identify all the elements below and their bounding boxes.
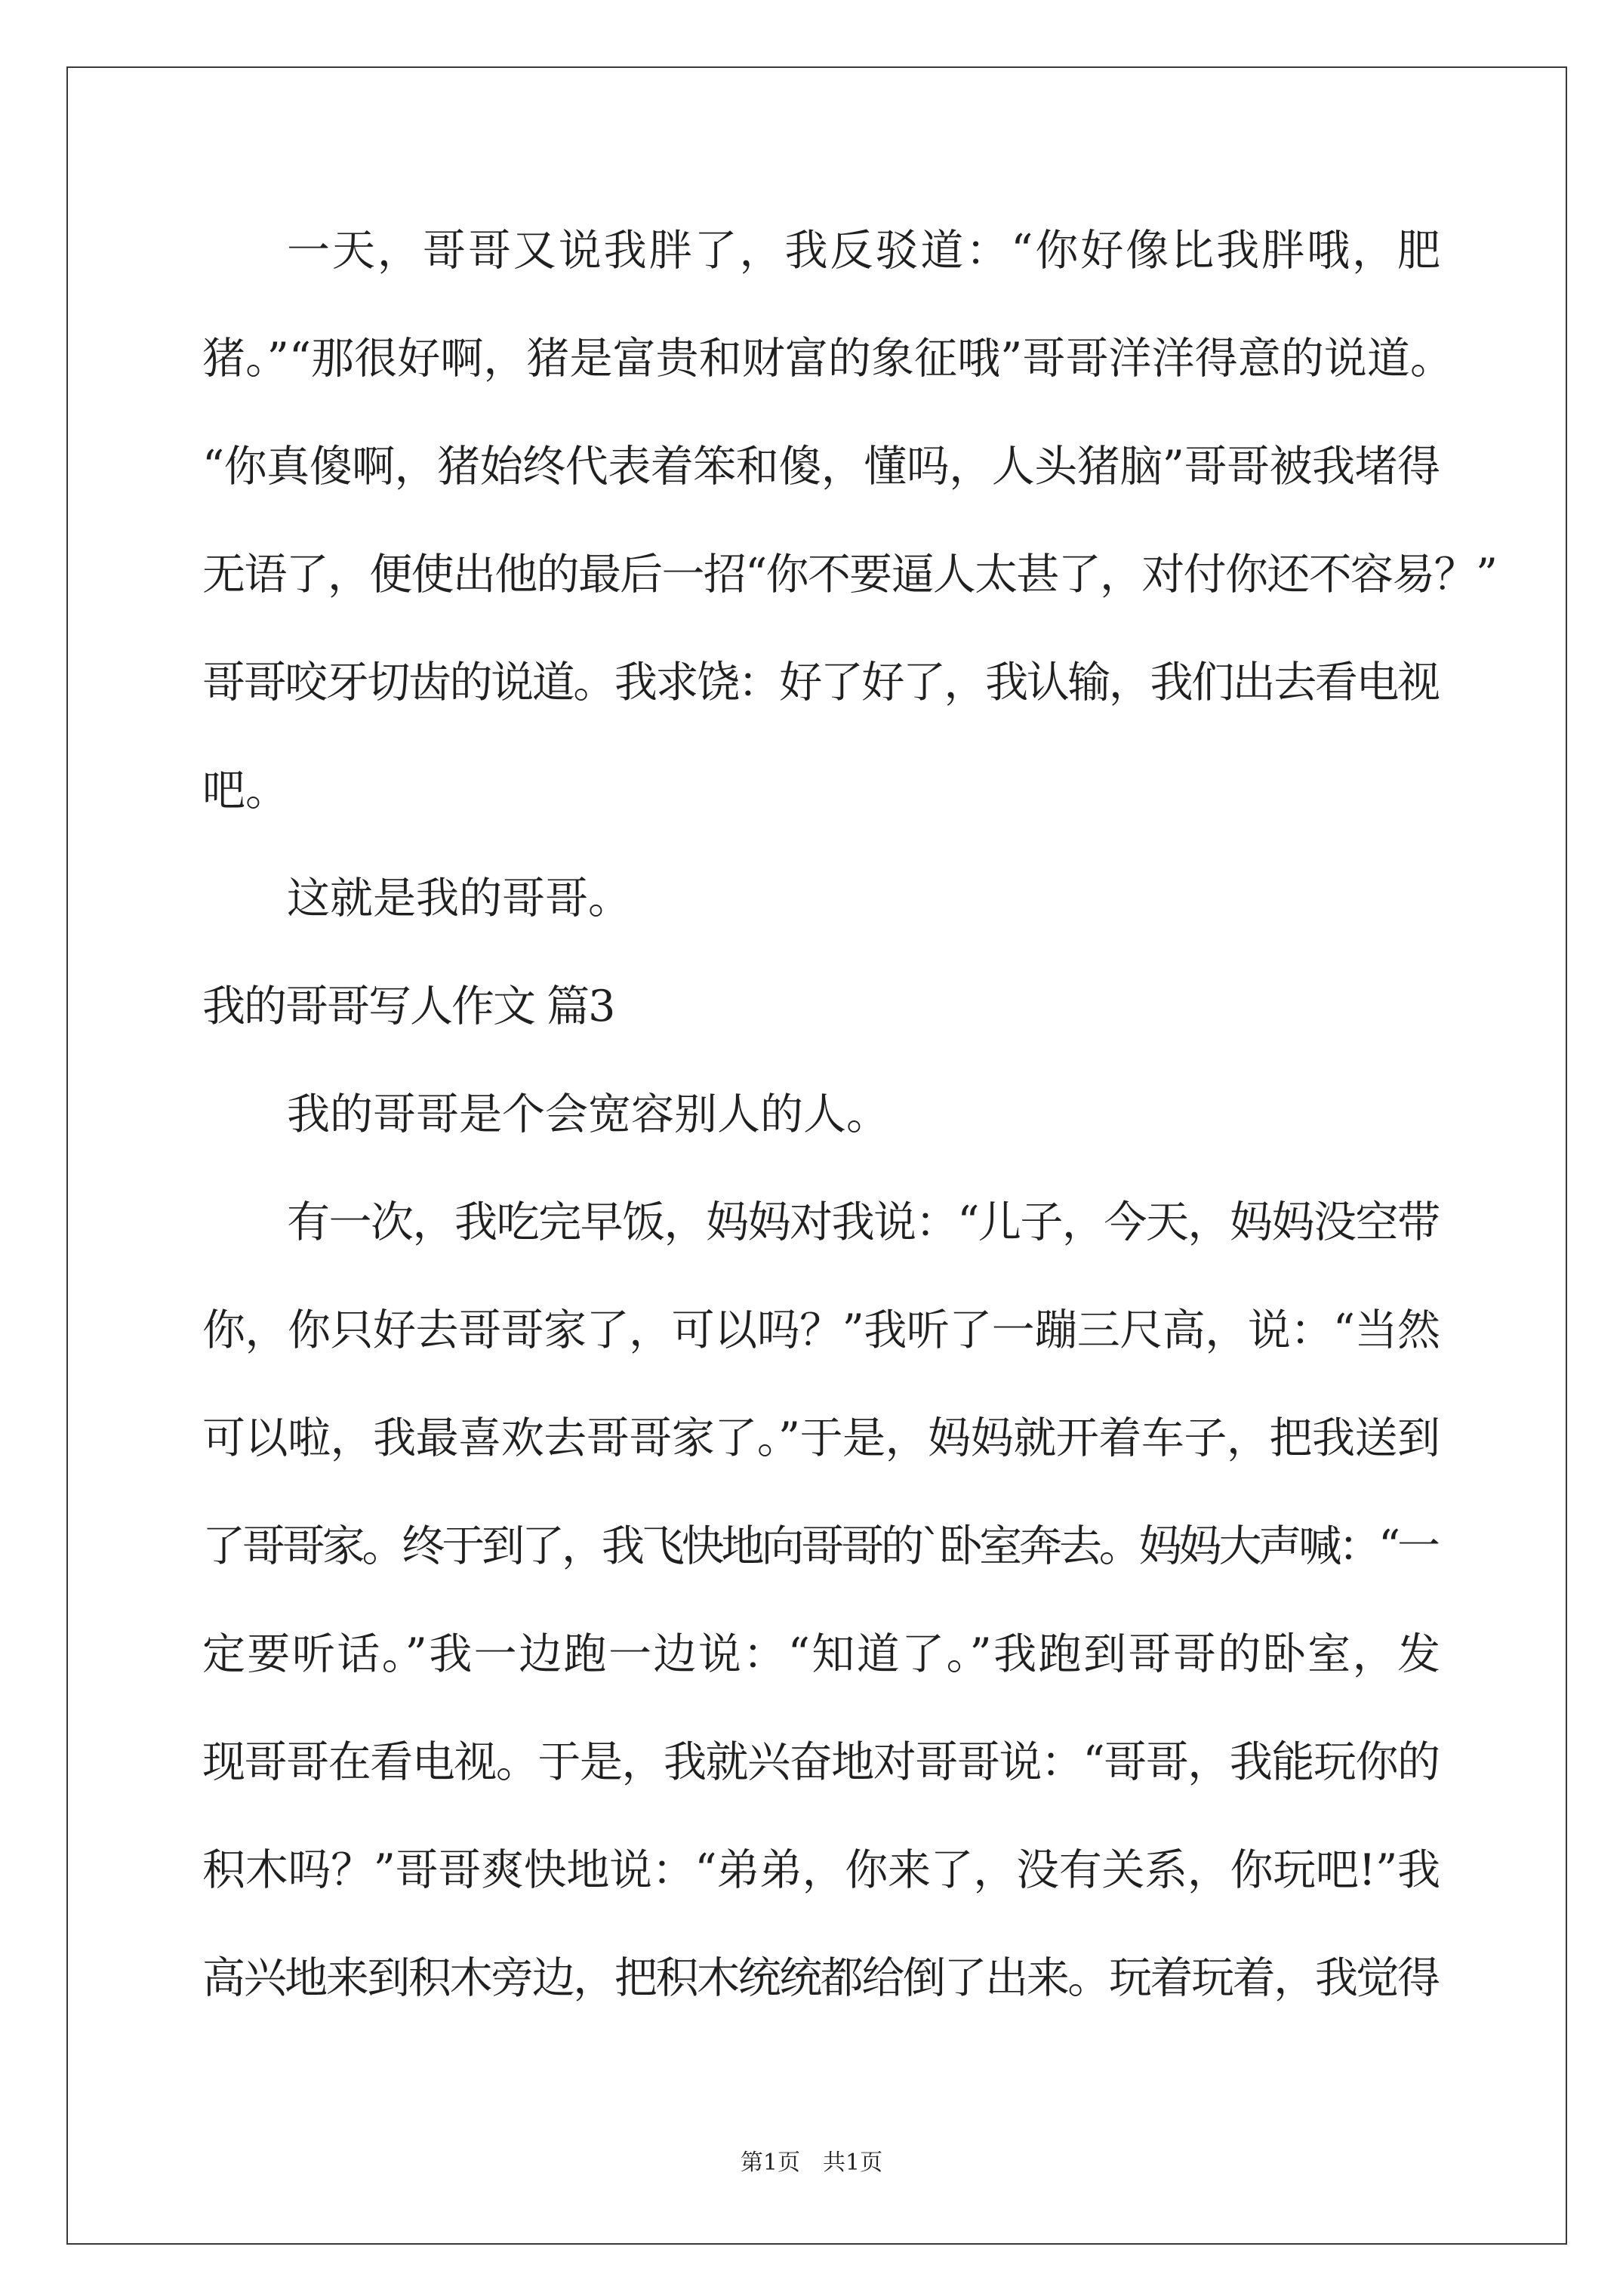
line-text: 定要听话。”我一边跑一边说：“知道了。”我跑到哥哥的卧室，发	[202, 1629, 1443, 1679]
paragraph-line	[202, 1061, 1440, 1169]
section-heading-text: 我的哥哥写人作文 篇3	[202, 982, 614, 1031]
paragraph-line	[202, 737, 1440, 845]
section-heading	[202, 953, 1440, 1061]
paragraph-line	[202, 845, 1440, 953]
line-text: 吧。	[202, 766, 288, 815]
total-pages-label: 共1页	[823, 2150, 883, 2176]
line-text: 现哥哥在看电视。于是，我就兴奋地对哥哥说：“哥哥，我能玩你的	[202, 1737, 1440, 1787]
line-text: 有一次，我吃完早饭，妈妈对我说：“儿子，今天，妈妈没空带	[287, 1197, 1440, 1247]
line-text: 你，你只好去哥哥家了，可以吗？”我听了一蹦三尺高，说：“当然	[202, 1305, 1440, 1355]
line-text: 了哥哥家。终于到了，我飞快地向哥哥的`卧室奔去。妈妈大声喊：“一	[202, 1521, 1437, 1571]
page-footer	[0, 2147, 1623, 2180]
line-text: 哥哥咬牙切齿的说道。我求饶：好了好了，我认输，我们出去看电视	[202, 658, 1439, 707]
paragraph-line	[202, 629, 1440, 737]
paragraph-line	[202, 413, 1440, 521]
paragraph-line	[202, 305, 1453, 413]
paragraph-line	[202, 1817, 1440, 1925]
paragraph-line	[202, 1385, 1440, 1493]
paragraph-line	[202, 521, 1498, 629]
paragraph-line	[202, 1493, 1440, 1601]
paragraph-line	[202, 197, 1443, 305]
line-text: 猪。”“那很好啊，猪是富贵和财富的象征哦”哥哥洋洋得意的说道。	[202, 334, 1454, 384]
paragraph-line	[202, 1709, 1440, 1817]
line-text: 这就是我的哥哥。	[287, 874, 631, 923]
paragraph-line	[202, 1169, 1440, 1277]
line-text: 无语了，便使出他的最后一招“你不要逼人太甚了，对付你还不容易？”	[202, 550, 1497, 599]
document-body	[202, 197, 1497, 2032]
line-text: 高兴地来到积木旁边，把积木统统都给倒了出来。玩着玩着，我觉得	[202, 1953, 1439, 2003]
line-text: 一天，哥哥又说我胖了，我反驳道：“你好像比我胖哦，肥	[287, 226, 1443, 276]
paragraph-line	[202, 1277, 1440, 1385]
line-text: 积木吗？”哥哥爽快地说：“弟弟，你来了，没有关系，你玩吧!”我	[202, 1845, 1440, 1895]
paragraph-line	[202, 1925, 1440, 2032]
line-text: 我的哥哥是个会宽容别人的人。	[287, 1089, 889, 1139]
line-text: “你真傻啊，猪始终代表着笨和傻，懂吗，人头猪脑”哥哥被我堵得	[202, 442, 1440, 492]
line-text: 可以啦，我最喜欢去哥哥家了。”于是，妈妈就开着车子，把我送到	[202, 1413, 1440, 1463]
current-page-label: 第1页	[740, 2150, 800, 2176]
paragraph-line	[202, 1601, 1443, 1709]
